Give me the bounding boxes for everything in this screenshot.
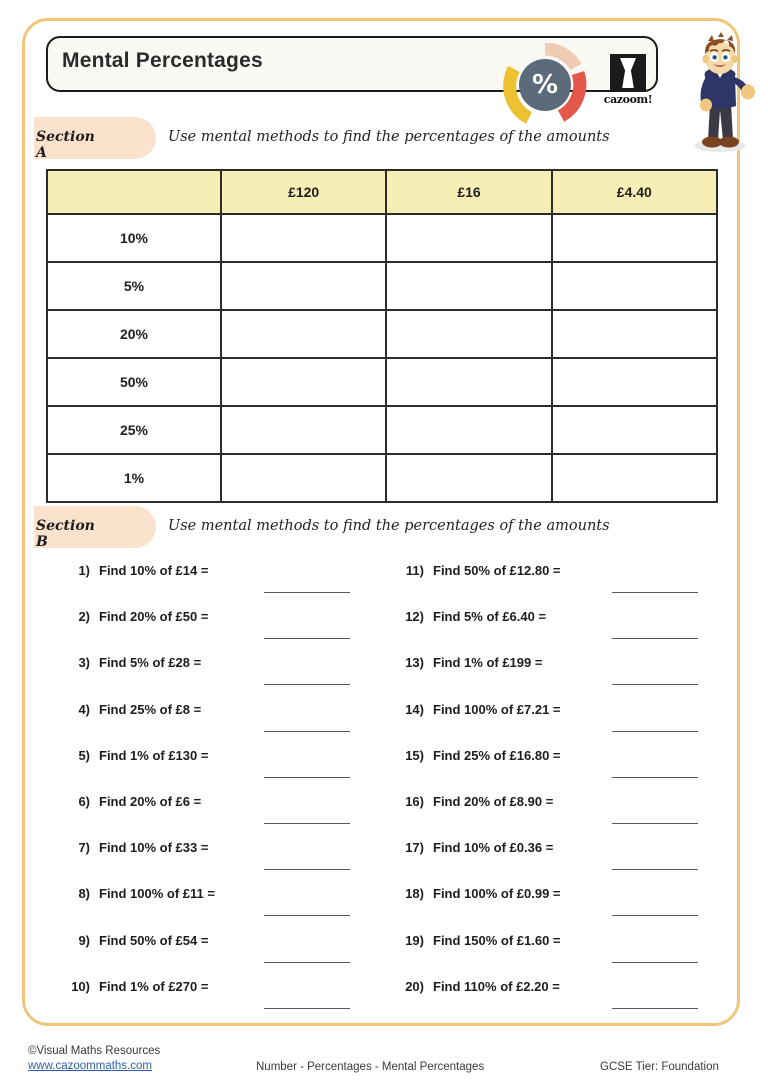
- row-label: 25%: [47, 406, 221, 454]
- question-number: 4): [78, 701, 90, 717]
- answer-line[interactable]: [264, 592, 350, 593]
- question-item: [390, 699, 730, 745]
- answer-line[interactable]: [612, 915, 698, 916]
- question-text: Find 5% of £6.40 =: [433, 609, 547, 625]
- question-number: 9): [78, 932, 90, 948]
- row-label: 50%: [47, 358, 221, 406]
- hourglass-glyph: [620, 58, 636, 88]
- row-label: 1%: [47, 454, 221, 502]
- answer-cell[interactable]: [386, 454, 551, 502]
- question-item: [390, 652, 730, 698]
- student-boy-thumbs-up-icon: [677, 32, 763, 154]
- question-number: 12): [405, 609, 424, 625]
- answer-cell[interactable]: [386, 406, 551, 454]
- answer-cell[interactable]: [552, 214, 717, 262]
- answer-cell[interactable]: [221, 310, 386, 358]
- question-item: [56, 883, 396, 929]
- question-text: Find 20% of £6 =: [99, 793, 202, 809]
- question-number: 2): [78, 609, 90, 625]
- answer-line[interactable]: [612, 1008, 698, 1009]
- question-text: Find 50% of £12.80 =: [433, 563, 561, 578]
- answer-line[interactable]: [264, 915, 350, 916]
- row-label: 10%: [47, 214, 221, 262]
- question-text: Find 10% of £0.36 =: [433, 840, 554, 856]
- answer-cell[interactable]: [386, 262, 551, 310]
- answer-line[interactable]: [612, 962, 698, 963]
- question-number: 8): [78, 886, 90, 902]
- answer-cell[interactable]: [221, 454, 386, 502]
- mascot-illustration: [677, 32, 763, 154]
- answer-cell[interactable]: [221, 214, 386, 262]
- question-item: [390, 560, 730, 606]
- question-item: [390, 883, 730, 929]
- footer-website-link[interactable]: www.cazoommaths.com: [28, 1060, 152, 1072]
- question-text: Find 110% of £2.20 =: [433, 978, 560, 994]
- question-number: 6): [78, 793, 90, 809]
- question-number: 13): [405, 655, 424, 671]
- question-item: [56, 652, 396, 698]
- table-row: [47, 406, 717, 454]
- answer-cell[interactable]: [386, 310, 551, 358]
- page-title: Mental Percentages: [62, 49, 263, 72]
- question-number: 3): [78, 655, 90, 671]
- answer-line[interactable]: [612, 684, 698, 685]
- question-text: Find 5% of £28 =: [99, 655, 202, 671]
- cazoom-brand-label: cazoom!: [603, 93, 653, 106]
- question-number: 17): [405, 840, 424, 856]
- question-text: Find 10% of £33 =: [99, 840, 209, 856]
- section-b-instruction: Use mental methods to find the percentages of the amounts: [168, 518, 610, 534]
- question-text: Find 100% of £11 =: [99, 886, 215, 902]
- answer-line[interactable]: [612, 638, 698, 639]
- table-row: [47, 214, 717, 262]
- question-item: [56, 791, 396, 837]
- table-row: [47, 310, 717, 358]
- section-b-badge-label: Section B: [36, 518, 95, 550]
- question-text: Find 25% of £16.80 =: [433, 747, 561, 763]
- question-item: [390, 930, 730, 976]
- answer-line[interactable]: [264, 823, 350, 824]
- answer-line[interactable]: [264, 1008, 350, 1009]
- answer-cell[interactable]: [552, 454, 717, 502]
- answer-cell[interactable]: [221, 358, 386, 406]
- answer-cell[interactable]: [386, 214, 551, 262]
- answer-line[interactable]: [264, 731, 350, 732]
- question-item: [56, 560, 396, 606]
- question-text: Find 20% of £50 =: [99, 609, 209, 625]
- question-number: 11): [405, 563, 424, 578]
- question-number: 10): [71, 978, 90, 994]
- question-item: [56, 699, 396, 745]
- question-number: 14): [405, 701, 424, 717]
- answer-line[interactable]: [264, 869, 350, 870]
- question-item: [390, 791, 730, 837]
- answer-line[interactable]: [612, 777, 698, 778]
- row-label: 20%: [47, 310, 221, 358]
- table-col-header-2: £16: [386, 170, 551, 214]
- answer-line[interactable]: [264, 962, 350, 963]
- table-corner-cell: [47, 170, 221, 214]
- question-number: 15): [405, 747, 424, 763]
- question-text: Find 25% of £8 =: [99, 701, 202, 717]
- question-item: [56, 837, 396, 883]
- answer-line[interactable]: [612, 823, 698, 824]
- answer-cell[interactable]: [552, 310, 717, 358]
- question-text: Find 100% of £7.21 =: [433, 701, 561, 717]
- answer-cell[interactable]: [552, 358, 717, 406]
- question-item: [56, 976, 396, 1022]
- question-number: 1): [78, 563, 90, 578]
- question-item: [390, 837, 730, 883]
- answer-cell[interactable]: [552, 262, 717, 310]
- answer-line[interactable]: [264, 638, 350, 639]
- answer-cell[interactable]: [386, 358, 551, 406]
- question-number: 20): [405, 978, 424, 994]
- section-a-instruction: Use mental methods to find the percentages of the amounts: [168, 129, 610, 145]
- questions-column-left: [56, 560, 396, 1022]
- section-a-badge-label: Section A: [36, 129, 95, 161]
- percentages-grid-table: [46, 169, 718, 503]
- footer-copyright-block: [28, 1044, 160, 1074]
- worksheet-footer: [0, 1038, 768, 1086]
- percent-logo: [503, 43, 587, 127]
- answer-line[interactable]: [612, 592, 698, 593]
- question-text: Find 100% of £0.99 =: [433, 886, 561, 902]
- percent-symbol: %: [531, 70, 559, 100]
- hourglass-icon: [610, 54, 646, 92]
- question-text: Find 1% of £130 =: [99, 747, 209, 763]
- question-item: [56, 606, 396, 652]
- table-header-row: [47, 170, 717, 214]
- question-item: [390, 976, 730, 1022]
- table-col-header-3: £4.40: [552, 170, 717, 214]
- question-number: 5): [78, 747, 90, 763]
- footer-copyright: ©Visual Maths Resources: [28, 1045, 161, 1057]
- question-text: Find 150% of £1.60 =: [433, 932, 561, 948]
- question-text: Find 20% of £8.90 =: [433, 793, 554, 809]
- question-text: Find 50% of £54 =: [99, 932, 209, 948]
- footer-breadcrumb: Number - Percentages - Mental Percentages: [256, 1061, 485, 1073]
- questions-column-right: [390, 560, 730, 1022]
- question-item: [56, 745, 396, 791]
- answer-cell[interactable]: [552, 406, 717, 454]
- question-item: [390, 745, 730, 791]
- table-row: [47, 454, 717, 502]
- answer-cell[interactable]: [221, 406, 386, 454]
- question-number: 16): [405, 793, 424, 809]
- answer-line[interactable]: [612, 869, 698, 870]
- cazoom-logo: [598, 54, 658, 112]
- question-item: [390, 606, 730, 652]
- question-number: 7): [78, 840, 90, 856]
- answer-line[interactable]: [264, 777, 350, 778]
- footer-tier: GCSE Tier: Foundation: [600, 1061, 719, 1073]
- percent-core: [519, 59, 571, 111]
- question-number: 19): [405, 932, 424, 948]
- table-col-header-1: £120: [221, 170, 386, 214]
- answer-line[interactable]: [264, 684, 350, 685]
- answer-cell[interactable]: [221, 262, 386, 310]
- table-row: [47, 262, 717, 310]
- question-text: Find 10% of £14 =: [99, 563, 209, 578]
- question-text: Find 1% of £270 =: [99, 978, 209, 994]
- question-item: [56, 930, 396, 976]
- answer-line[interactable]: [612, 731, 698, 732]
- table-row: [47, 358, 717, 406]
- question-text: Find 1% of £199 =: [433, 655, 543, 671]
- worksheet-header: [22, 18, 746, 128]
- row-label: 5%: [47, 262, 221, 310]
- question-number: 18): [405, 886, 424, 902]
